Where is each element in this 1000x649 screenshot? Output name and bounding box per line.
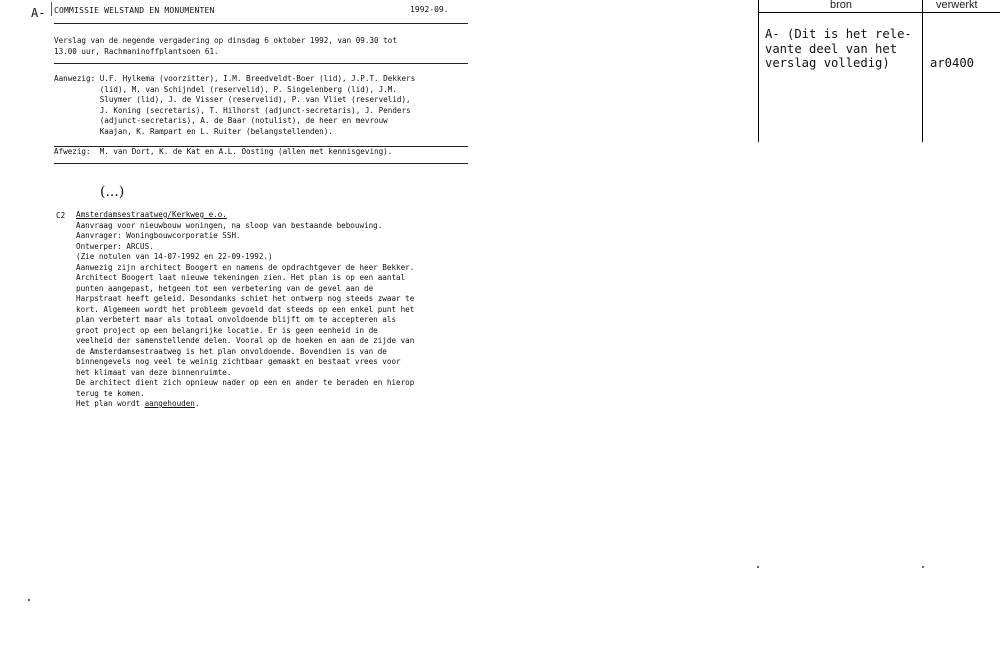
scan-speck xyxy=(757,566,759,568)
margin-tick xyxy=(51,2,52,16)
divider xyxy=(54,23,468,24)
column-border xyxy=(922,0,923,142)
column-header-source: bron xyxy=(830,0,853,11)
column-header-processed: verwerkt xyxy=(936,0,978,11)
archive-register xyxy=(758,0,1000,142)
agenda-item-heading: Amsterdamsestraatweg/Kerkweg e.o. xyxy=(76,210,227,219)
handwritten-mark: A- xyxy=(31,6,46,20)
archive-reference: ar0400 xyxy=(930,56,975,70)
agenda-item-text: Aanvraag voor nieuwbouw woningen, na sloop van bestaande bebouwing. Aanvrager: Woningbouwcorporatie SSH. Ontwerper: ARCUS. (Zie notulen van 14-07-1992 en 22-09-1992.) Aanwezig zijn architect Boogert en namens de opdrachtgever de heer Bekker. Architect Boogert laat nieuwe tekeningen zien. Het plan is op een aantal punten aangepast, hetgeen tot een verbetering van de gevel aan de Harpstraat heeft geleid. Desondanks schiet het ontwerp nog steeds zwaar te kort. Algemeen wordt het probleem gevoeld dat steeds op een enkel punt het plan verbetert maar als totaal onvoldoende blijft om te accepteren als groot project op een belangrijke locatie. Er is geen eenheid in de veelheid der samenstellende delen. Vooral op de hoeken en aan de zijde van de Amsterdamsestraatweg is het plan onvoldoende. Bovendien is van de binnengevels nog veel te weinig zichtbaar gemaakt en bestaat vrees voor het klimaat van deze binnenruimte. De architect dient zich opnieuw nader op een en ander te beraden en hierop terug te komen. xyxy=(76,220,415,398)
document-title: COMMISSIE WELSTAND EN MONUMENTEN xyxy=(54,6,215,15)
omission-marker: (...) xyxy=(100,184,125,200)
divider xyxy=(54,163,468,164)
meeting-intro: Verslag van de negende vergadering op dinsdag 6 oktober 1992, van 09.30 tot 13.00 uur, Rachmaninoffplantsoen 61. xyxy=(54,36,397,56)
agenda-item-decision: Het plan wordt aangehouden. xyxy=(76,399,200,408)
absentees-list: Afwezig: M. van Dort, K. de Kat en A.L. Oosting (allen met kennisgeving). xyxy=(54,147,393,156)
scan-speck xyxy=(922,566,924,568)
column-border xyxy=(758,0,759,142)
source-note: A- (Dit is het rele- vante deel van het verslag volledig) xyxy=(765,27,912,70)
header-border xyxy=(758,12,1000,13)
attendees-list: Aanwezig: U.F. Hylkema (voorzitter), I.M. Breedveldt-Boer (lid), J.P.T. Dekkers (lid), M. van Schijndel (reservelid), P. Singelenberg (lid), J.M. Sluymer (lid), J. de Visser (reservelid), P. van Vliet (reservelid), J. Koning (secretaris), T. Hilhorst (adjunct-secretaris), J. Penders (adjunct-secretaris), A. de Baar (notulist), de heer en mevrouw Kaajan, K. Rampart en L. Ruiter (belangstellenden). xyxy=(54,74,416,136)
agenda-item xyxy=(76,210,414,410)
agenda-item-code: C2 xyxy=(56,211,66,220)
scan-speck xyxy=(28,599,30,601)
decision-word: aangehouden xyxy=(144,399,195,408)
divider xyxy=(54,63,468,64)
document-date: 1992-09. xyxy=(410,5,449,14)
